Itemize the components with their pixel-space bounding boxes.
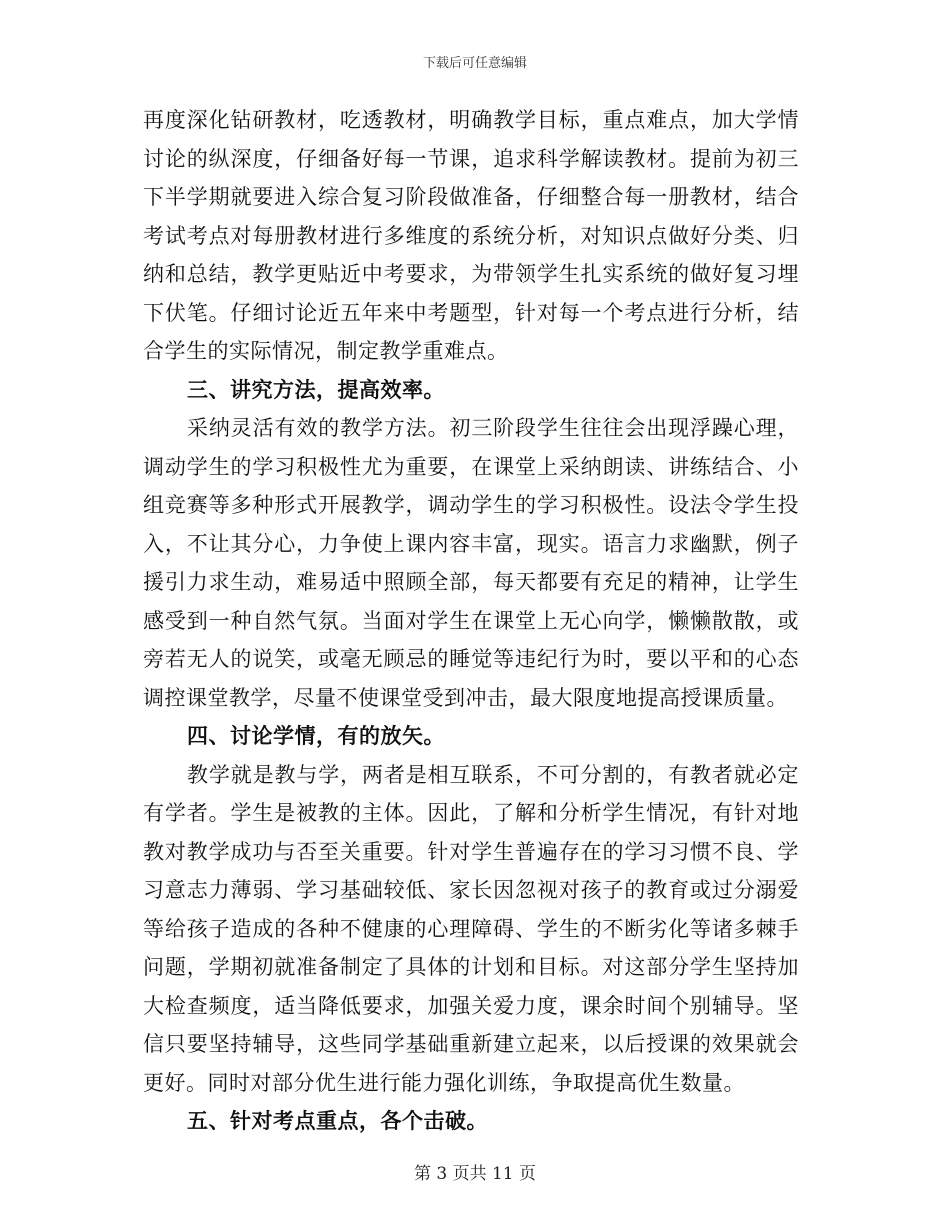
section-heading-5: 五、针对考点重点，各个击破。 <box>187 1108 488 1133</box>
page-header: 下载后可任意编辑 <box>422 56 527 71</box>
paragraph-continued: 再度深化钻研教材，吃透教材，明确教学目标，重点难点，加大学情讨论的纵深度，仔细备好每一节课，追求科学解读教材。提前为初三下半学期就要进入综合复习阶段做准备，仔细整合每一册教材，结合考试考点对每册教材进行多维度的系统分析，对知识点做好分类、归纳和总结，教学更贴近中考要求，为带领学生扎实系统的做好复习埋下伏笔。仔细讨论近五年来中考题型，针对每一个考点进行分析，结合学生的实际情况，制定教学重难点。 <box>143 108 799 363</box>
page-number: 第 3 页共 11 页 <box>413 1164 537 1184</box>
paragraph-student-situation: 教学就是教与学，两者是相互联系，不可分割的，有教者就必定有学者。学生是被教的主体。因此，了解和分析学生情况，有针对地教对教学成功与否至关重要。针对学生普遍存在的学习习惯不良、学习意志力薄弱、学习基础较低、家长因忽视对孩子的教育或过分溺爱等给孩子造成的各种不健康的心理障碍、学生的不断劣化等诸多棘手问题，学期初就准备制定了具体的计划和目标。对这部分学生坚持加大检查频度，适当降低要求，加强关爱力度，课余时间个别辅导。坚信只要坚持辅导，这些同学基础重新建立起来，以后授课的效果就会更好。同时对部分优生进行能力强化训练，争取提高优生数量。 <box>143 762 799 1095</box>
section-heading-3: 三、讲究方法，提高效率。 <box>187 376 445 402</box>
paragraph-methods: 采纳灵活有效的教学方法。初三阶段学生往往会出现浮躁心理，调动学生的学习积极性尤为重要，在课堂上采纳朗读、讲练结合、小组竞赛等多种形式开展教学，调动学生的学习积极性。设法令学生投入，不让其分心，力争使上课内容丰富，现实。语言力求幽默，例子援引力求生动，难易适中照顾全部，每天都要有充足的精神，让学生感受到一种自然气氛。当面对学生在课堂上无心向学，懒懒散散，或旁若无人的说笑，或毫无顾忌的睡觉等违纪行为时，要以平和的心态调控课堂教学，尽量不使课堂受到冲击，最大限度地提高授课质量。 <box>143 416 799 710</box>
section-heading-4: 四、讨论学情，有的放矢。 <box>187 723 445 748</box>
document-body <box>143 101 799 1141</box>
